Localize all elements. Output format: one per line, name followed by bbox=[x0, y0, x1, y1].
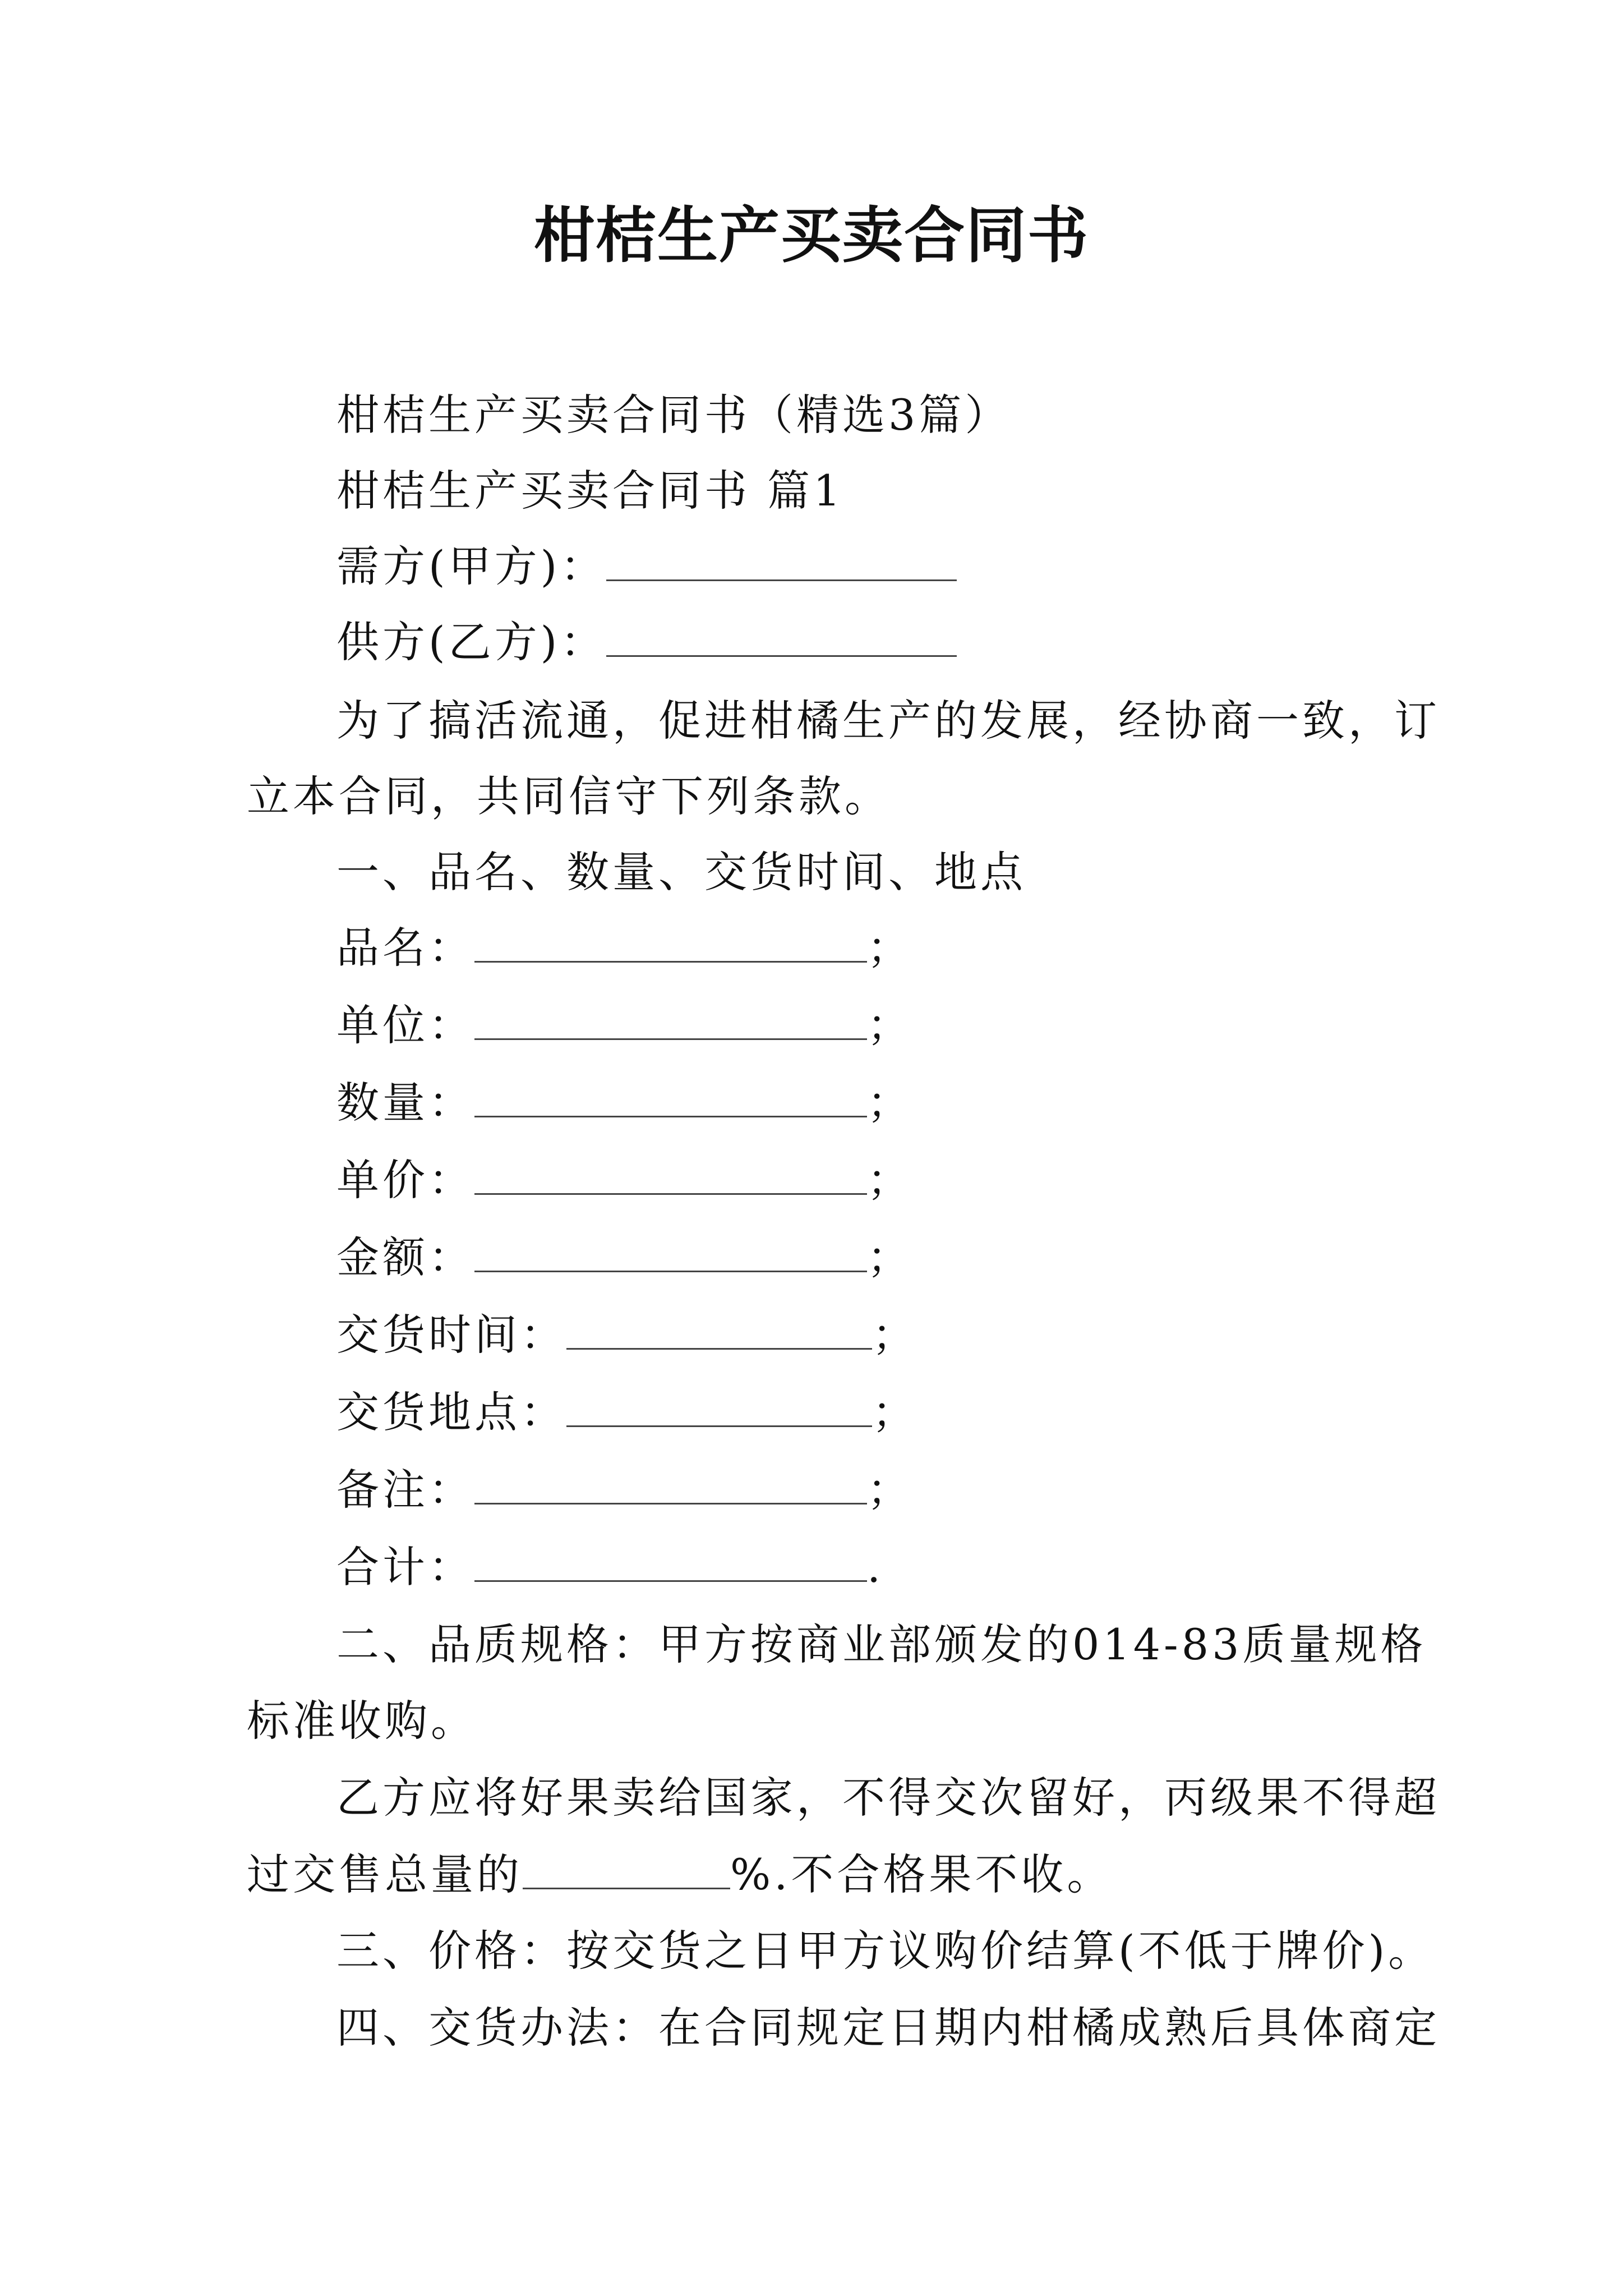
field-row bbox=[336, 997, 913, 1053]
field-blank bbox=[474, 1236, 867, 1272]
field-end: ； bbox=[867, 1232, 913, 1282]
field-end: ； bbox=[867, 1078, 913, 1128]
field-row bbox=[336, 1075, 913, 1131]
field-label: 金额： bbox=[336, 1232, 474, 1282]
field-label: 交货时间： bbox=[336, 1310, 566, 1360]
clause-1-heading: 一、品名、数量、交货时间、地点 bbox=[336, 847, 1026, 897]
field-label: 单位： bbox=[336, 1000, 474, 1050]
party-a-line bbox=[336, 539, 957, 595]
field-blank bbox=[566, 1391, 872, 1427]
field-end: ； bbox=[867, 1465, 913, 1515]
party-a-label: 需方(甲方)： bbox=[336, 541, 607, 591]
intro-line-1: 为了搞活流通，促进柑橘生产的发展，经协商一致，订 bbox=[336, 696, 1440, 746]
field-label: 备注： bbox=[336, 1465, 474, 1515]
field-row bbox=[336, 1152, 913, 1208]
field-blank bbox=[566, 1313, 872, 1350]
clause-2-line-2: 标准收购。 bbox=[247, 1696, 477, 1746]
clause-2b-line-2 bbox=[247, 1847, 1113, 1903]
clause-3: 三、价格：按交货之日甲方议购价结算(不低于牌价)。 bbox=[336, 1926, 1435, 1976]
field-label: 品名： bbox=[336, 923, 474, 973]
party-b-blank bbox=[606, 620, 957, 657]
field-label: 交货地点： bbox=[336, 1387, 566, 1437]
field-blank bbox=[474, 1545, 867, 1582]
clause-2-line-1: 二、品质规格：甲方按商业部颁发的014-83质量规格 bbox=[336, 1619, 1427, 1669]
field-row bbox=[336, 1230, 913, 1286]
field-end: ； bbox=[867, 923, 913, 973]
field-blank bbox=[474, 1081, 867, 1117]
percent-blank bbox=[523, 1853, 730, 1889]
field-end: ； bbox=[872, 1387, 918, 1437]
field-end: . bbox=[867, 1542, 884, 1592]
clause-2b-line-1: 乙方应将好果卖给国家，不得交次留好，丙级果不得超 bbox=[336, 1773, 1440, 1823]
field-end: ； bbox=[867, 1155, 913, 1205]
field-row bbox=[336, 1384, 918, 1441]
field-blank bbox=[474, 926, 867, 963]
field-end: ； bbox=[872, 1310, 918, 1360]
field-end: ； bbox=[867, 1000, 913, 1050]
field-blank bbox=[474, 1468, 867, 1504]
field-row bbox=[336, 1307, 918, 1363]
clause-4: 四、交货办法：在合同规定日期内柑橘成熟后具体商定 bbox=[336, 2003, 1440, 2053]
field-label: 单价： bbox=[336, 1155, 474, 1205]
clause-2b-pre: 过交售总量的 bbox=[247, 1849, 523, 1899]
field-row bbox=[336, 1539, 884, 1595]
document-title: 柑桔生产买卖合同书 bbox=[533, 200, 1089, 271]
field-label: 合计： bbox=[336, 1542, 474, 1592]
field-blank bbox=[474, 1004, 867, 1040]
party-a-blank bbox=[606, 545, 957, 581]
party-b-line bbox=[336, 614, 957, 670]
clause-2b-post: %.不合格果不收。 bbox=[730, 1849, 1113, 1899]
intro-line-2: 立本合同，共同信守下列条款。 bbox=[247, 771, 891, 821]
section-heading: 柑桔生产买卖合同书 篇1 bbox=[336, 466, 844, 516]
subtitle: 柑桔生产买卖合同书（精选3篇） bbox=[336, 390, 1011, 440]
field-label: 数量： bbox=[336, 1078, 474, 1128]
field-row bbox=[336, 920, 913, 976]
party-b-label: 供方(乙方)： bbox=[336, 617, 607, 667]
field-row bbox=[336, 1462, 913, 1518]
field-blank bbox=[474, 1158, 867, 1195]
